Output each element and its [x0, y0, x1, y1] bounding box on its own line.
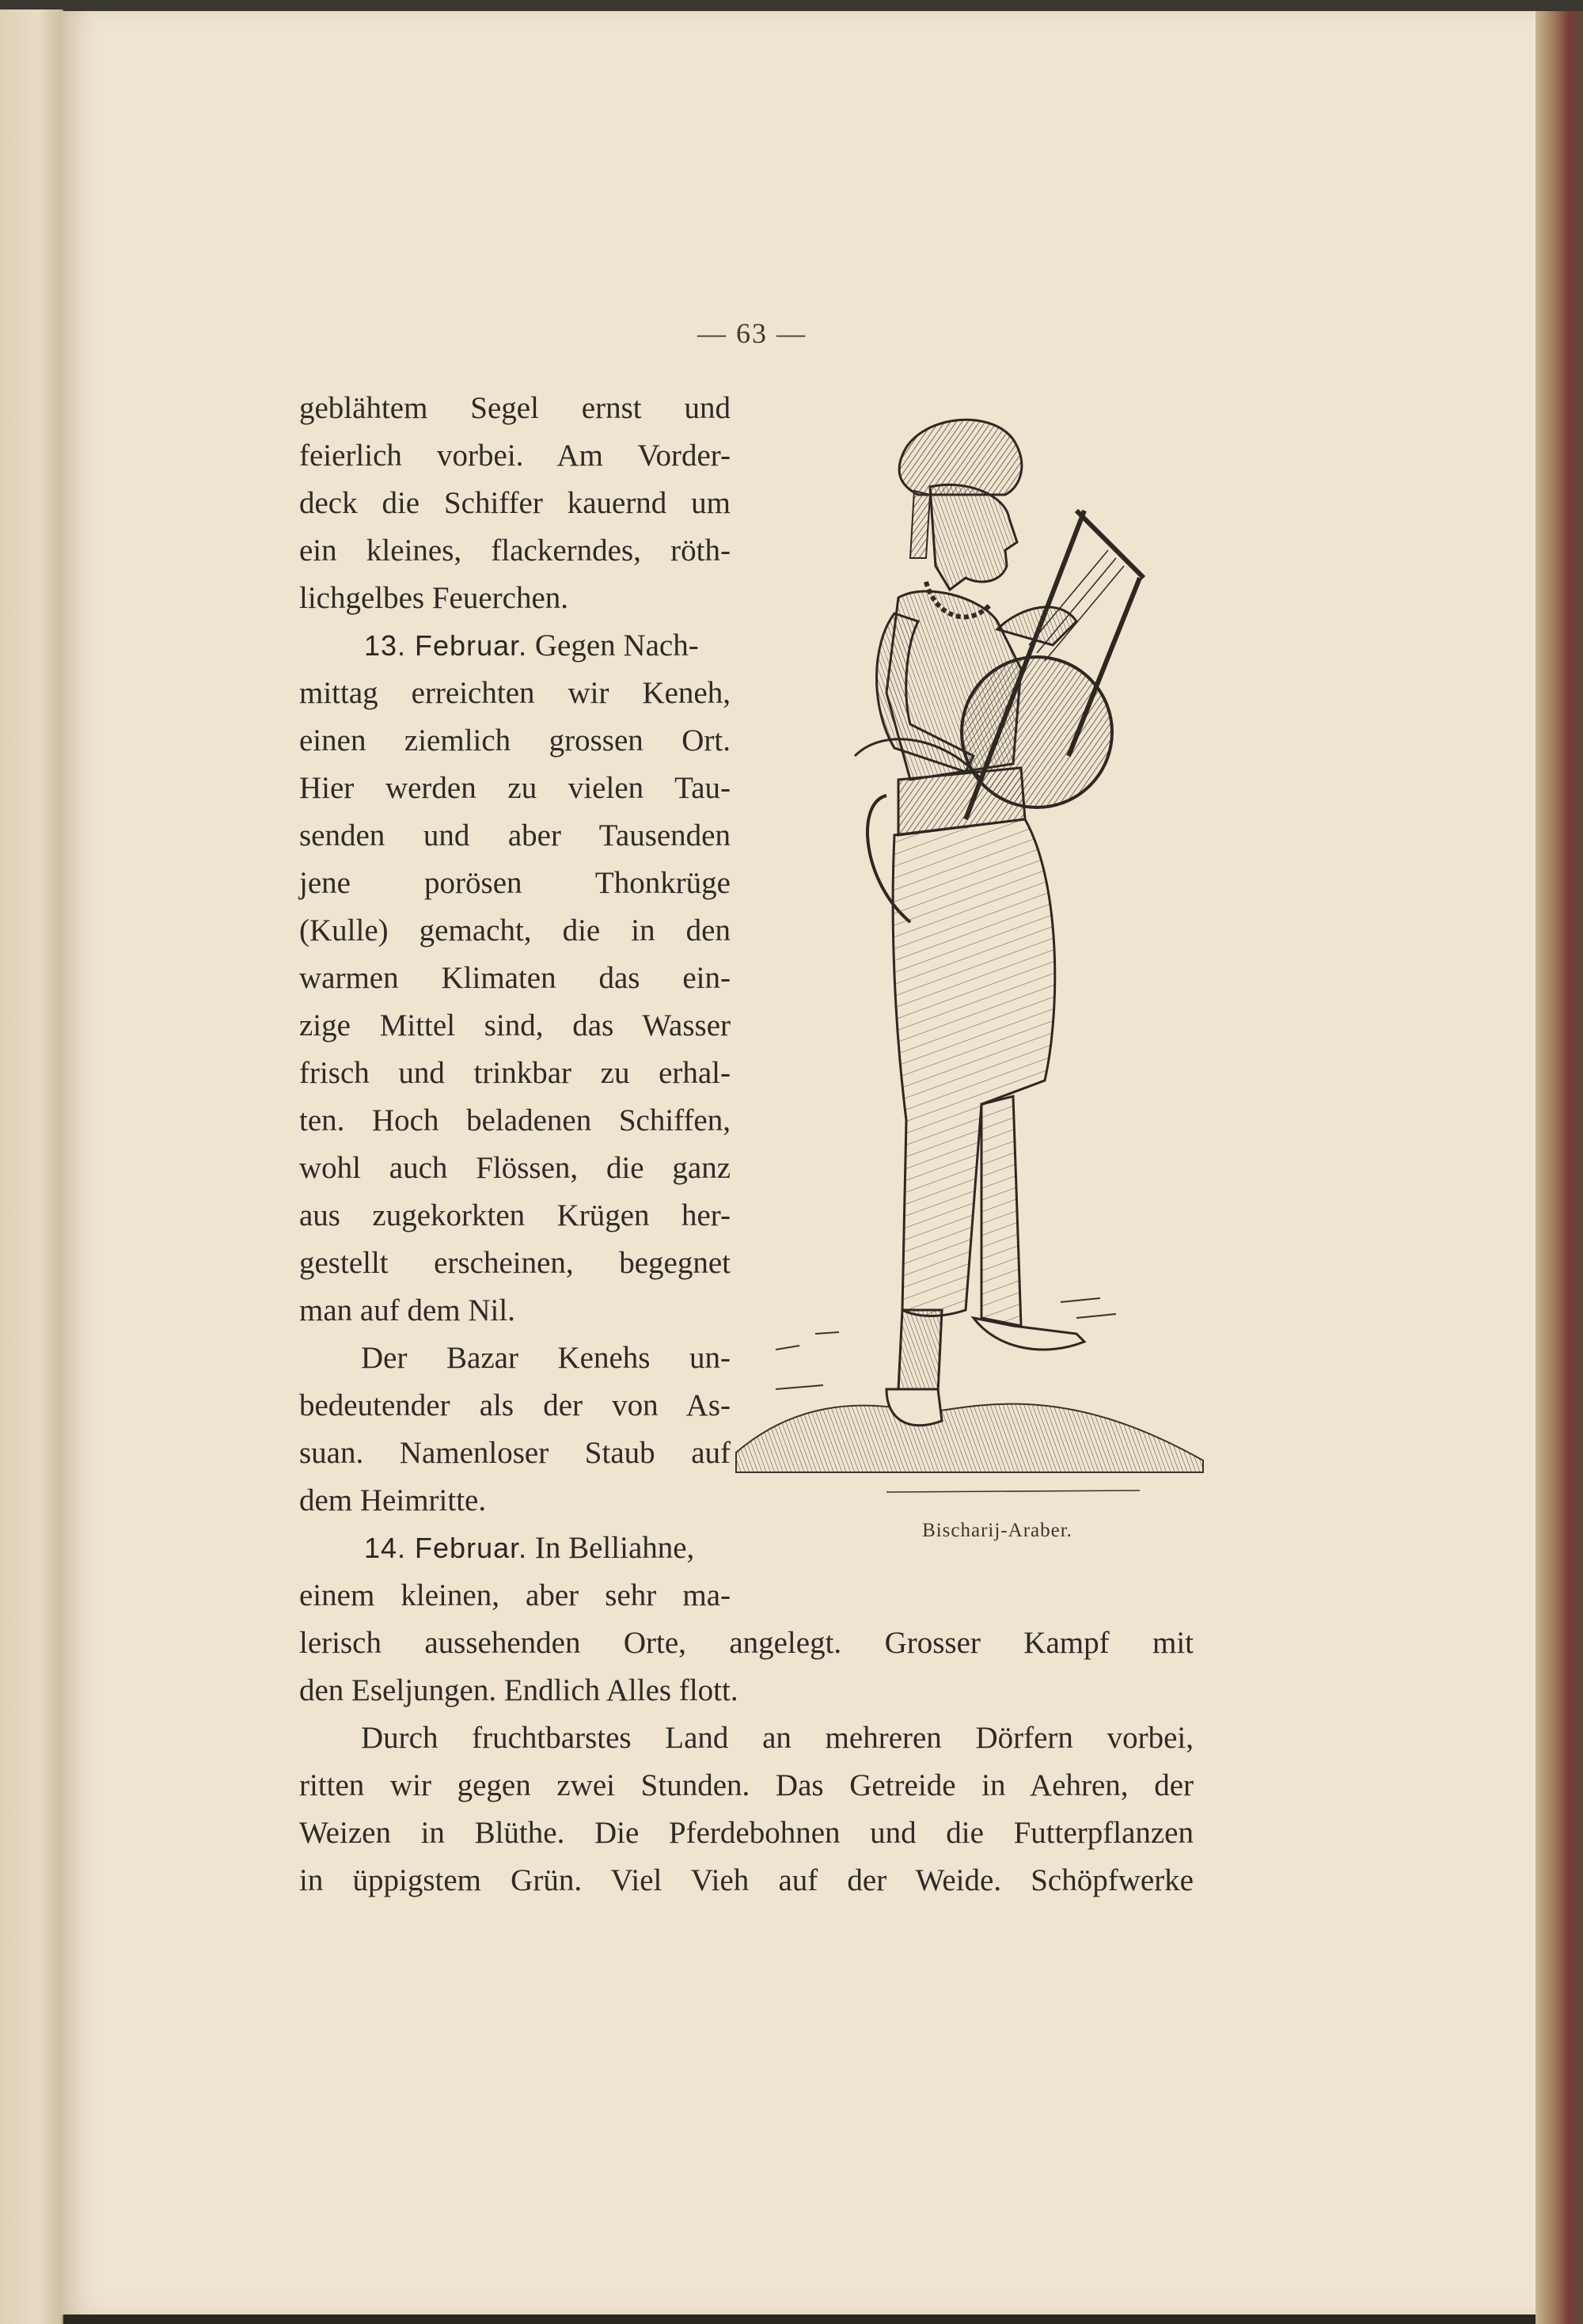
text-line: einen ziemlich grossen Ort. [299, 723, 731, 758]
text-line: in üppigstem Grün. Viel Vieh auf der Weide. Schöpfwerke [299, 1863, 1194, 1897]
text-line: geblähtem Segel ernst und [299, 391, 731, 425]
right-page-edge [1536, 11, 1583, 2324]
text-line: Der Bazar Kenehs un- [361, 1341, 731, 1375]
text-line: ein kleines, flackerndes, röth- [299, 534, 731, 568]
left-page-edge [0, 9, 63, 2324]
text-line: Weizen in Blüthe. Die Pferdebohnen und die Futterpflanzen [299, 1816, 1194, 1850]
text-line: warmen Klimaten das ein- [299, 961, 731, 995]
text-line: Gegen Nach- [534, 628, 699, 663]
text-line: feierlich vorbei. Am Vorder- [299, 439, 731, 473]
text-line: zige Mittel sind, das Wasser [299, 1008, 731, 1042]
text-line: deck die Schiffer kauernd um [299, 486, 731, 520]
text-line: frisch und trinkbar zu erhal- [299, 1056, 731, 1090]
text-line: einem kleinen, aber sehr ma- [299, 1578, 731, 1612]
text-line: man auf dem Nil. [299, 1293, 515, 1327]
text-line: jene porösen Thonkrüge [299, 866, 731, 900]
engraving-figure [728, 408, 1219, 1500]
text-line: ten. Hoch beladenen Schiffen, [299, 1103, 731, 1137]
page-number: — 63 — [697, 317, 807, 349]
text-line-with-date [299, 1525, 795, 1572]
text-line: (Kulle) gemacht, die in den [299, 913, 731, 947]
text-line: mittag erreichten wir Keneh, [299, 676, 731, 710]
date-heading: 13. Februar. [364, 629, 528, 662]
text-line: wohl auch Flössen, die ganz [299, 1151, 731, 1185]
text-line: Hier werden zu vielen Tau- [299, 771, 731, 805]
text-line-with-date [299, 622, 795, 670]
text-line: lerisch aussehenden Orte, angelegt. Grosser Kampf mit [299, 1626, 1194, 1660]
text-line: In Belliahne, [534, 1531, 695, 1565]
text-line: ritten wir gegen zwei Stunden. Das Getreide in Aehren, der [299, 1768, 1194, 1802]
text-line: gestellt erscheinen, begegnet [299, 1246, 731, 1280]
text-line: bedeutender als der von As- [299, 1388, 731, 1422]
text-line: senden und aber Tausenden [299, 818, 731, 853]
date-heading: 14. Februar. [364, 1532, 528, 1564]
text-line: suan. Namenloser Staub auf [299, 1436, 731, 1470]
text-line: lichgelbes Feuerchen. [299, 581, 569, 615]
text-line: aus zugekorkten Krügen her- [299, 1198, 731, 1232]
text-line: den Eseljungen. Endlich Alles flott. [299, 1673, 738, 1707]
figure-caption: Bischarij-Araber. [922, 1520, 1072, 1541]
text-line: dem Heimritte. [299, 1483, 487, 1517]
engraving-man-with-lyre-icon [728, 408, 1219, 1500]
text-line: Durch fruchtbarstes Land an mehreren Dörfern vorbei, [361, 1721, 1194, 1755]
